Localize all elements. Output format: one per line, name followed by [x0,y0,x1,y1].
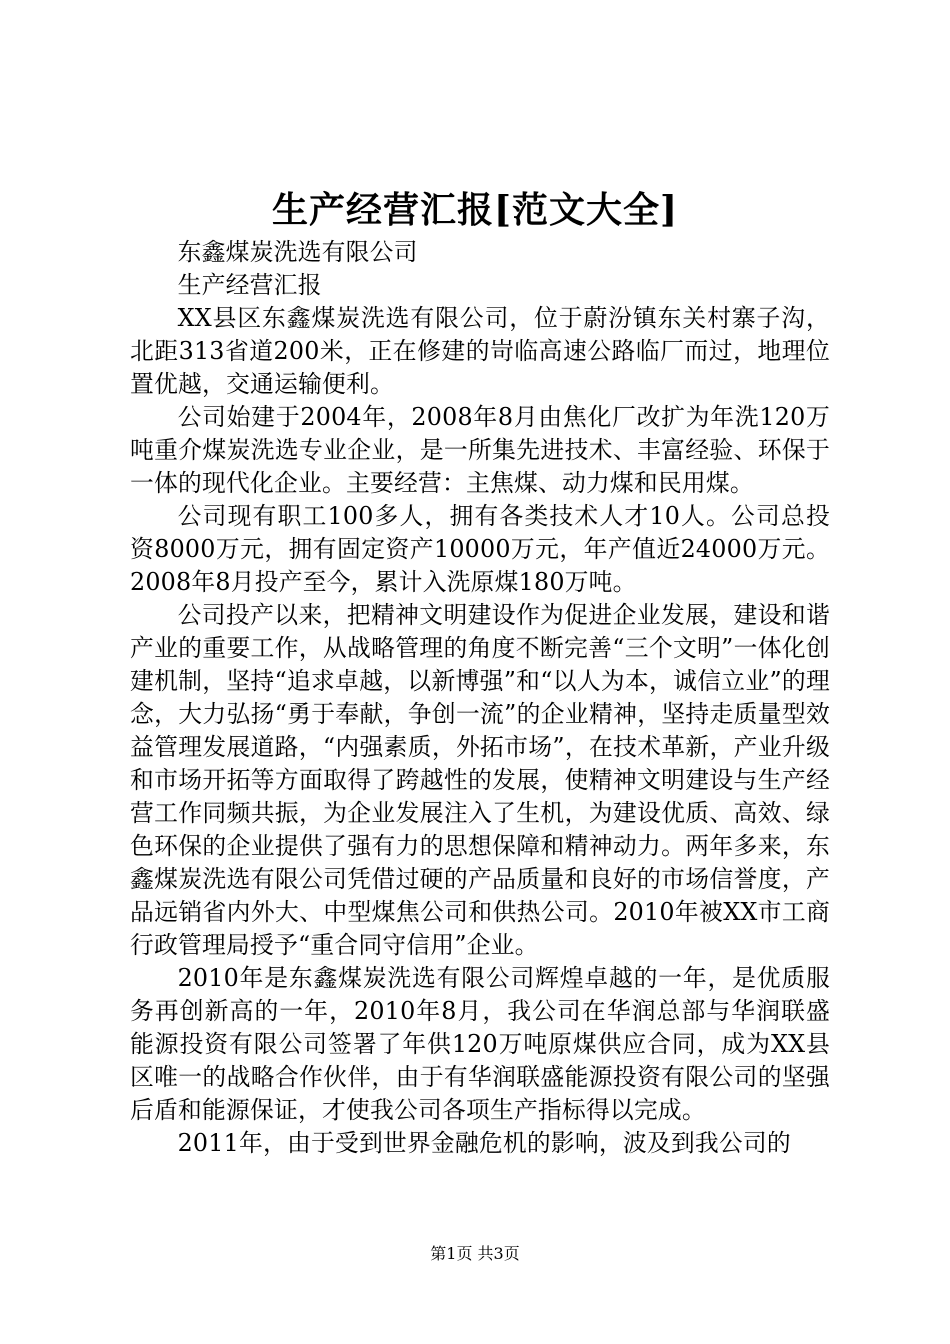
report-subtitle-line: 生产经营汇报 [177,271,322,299]
page-footer: 第1页 共3页 [430,1244,520,1263]
body-paragraph: 公司现有职工100多人，拥有各类技术人才10人。公司总投资8000万元，拥有固定资产10000万元，年产值近24000万元。2008年8月投产至今，累计入洗原煤180万吨。 [130,502,830,596]
body-paragraph: 公司投产以来，把精神文明建设作为促进企业发展，建设和谐产业的重要工作，从战略管理的角度不断完善“三个文明”一体化创建机制，坚持“追求卓越，以新博强”和“以人为本，诚信立业”的理念，大力弘扬“勇于奉献，争创一流”的企业精神，坚持走质量型效益管理发展道路，“内强素质，外拓市场”，在技术革新，产业升级和市场开拓等方面取得了跨越性的发展，使精神文明建设与生产经营工作同频共振，为企业发展注入了生机，为建设优质、高效、绿色环保的企业提供了强有力的思想保障和精神动力。两年多来，东鑫煤炭洗选有限公司凭借过硬的产品质量和良好的市场信誉度，产品远销省内外大、中型煤焦公司和供热公司。2010年被XX市工商行政管理局授予“重合同守信用”企业。 [130,601,830,959]
document-title: 生产经营汇报[范文大全] [271,189,679,231]
body-paragraph: 公司始建于2004年，2008年8月由焦化厂改扩为年洗120万吨重介煤炭洗选专业企业，是一所集先进技术、丰富经验、环保于一体的现代化企业。主要经营：主焦煤、动力煤和民用煤。 [130,403,830,497]
company-name-line: 东鑫煤炭洗选有限公司 [177,238,418,266]
document-body [130,236,830,1160]
body-paragraph: XX县区东鑫煤炭洗选有限公司，位于蔚汾镇东关村寨子沟，北距313省道200米，正在修建的岢临高速公路临厂而过，地理位置优越，交通运输便利。 [130,304,830,398]
body-paragraph: 2011年，由于受到世界金融危机的影响，波及到我公司的 [177,1129,791,1157]
body-paragraph: 2010年是东鑫煤炭洗选有限公司辉煌卓越的一年，是优质服务再创新高的一年，2010年8月，我公司在华润总部与华润联盛能源投资有限公司签署了年供120万吨原煤供应合同，成为XX县区唯一的战略合作伙伴，由于有华润联盛能源投资有限公司的坚强后盾和能源保证，才使我公司各项生产指标得以完成。 [130,964,830,1124]
